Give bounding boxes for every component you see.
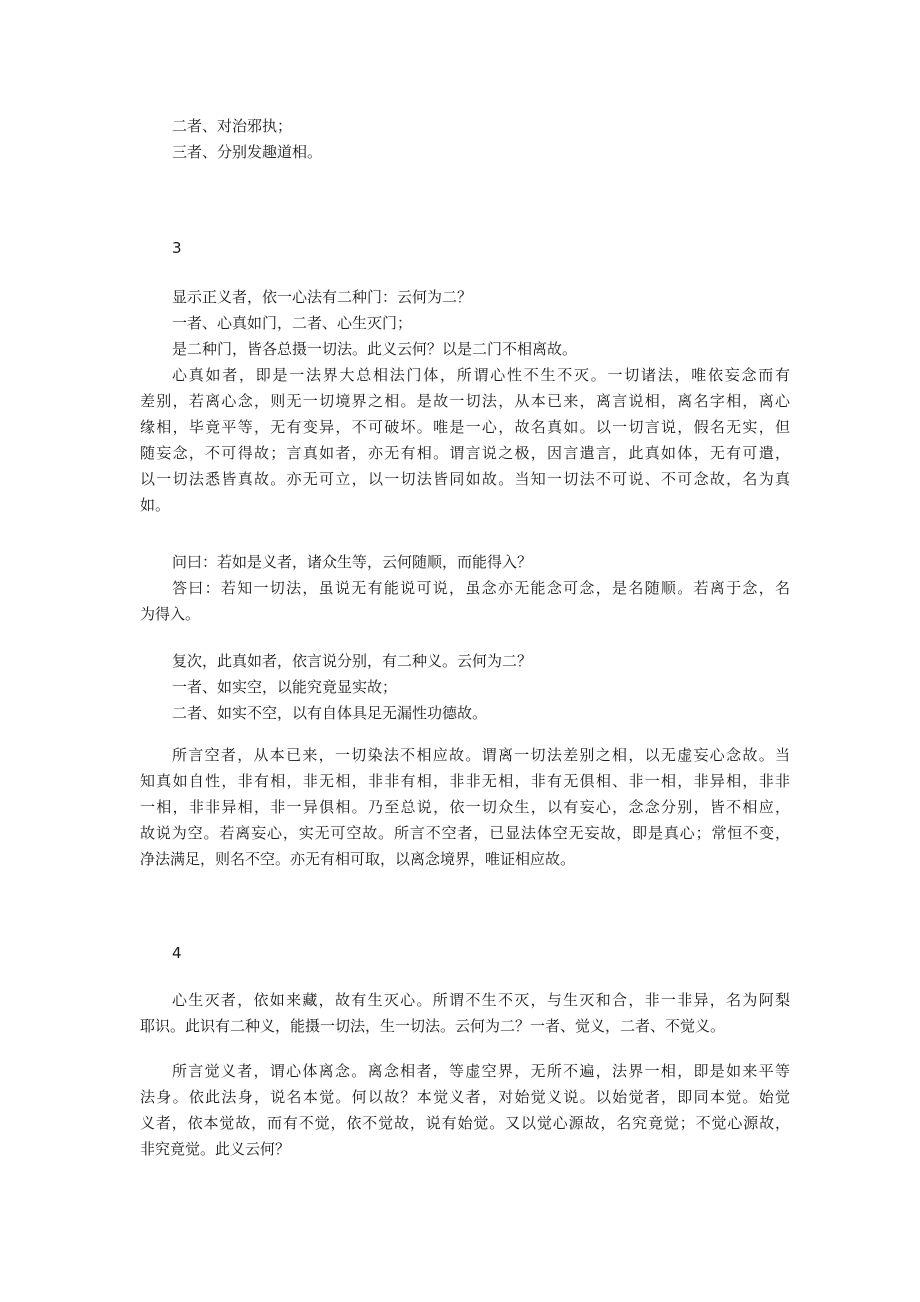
- text-line: 如。: [140, 496, 171, 514]
- text-line: 耶识。此识有二种义，能摄一切法，生一切法。云何为二？一者、觉义，二者、不觉义。: [140, 1017, 726, 1035]
- intro-list: [140, 113, 790, 165]
- paragraph: [140, 549, 790, 627]
- text-line: 以一切法悉皆真故。亦无可立，以一切法皆同如故。当知一切法不可说、不可念故，名为真: [140, 470, 790, 488]
- list-item: 三者、分别发趣道相。: [172, 143, 323, 161]
- text-line: 心真如者，即是一法界大总相法门体，所谓心性不生不灭。一切诸法，唯依妄念而有: [172, 366, 790, 384]
- section-number-4: 4: [172, 944, 182, 962]
- text-line: 法身。依此法身，说名本觉。何以故？本觉义者，对始觉义说。以始觉者，即同本觉。始觉: [140, 1088, 790, 1106]
- text-line: 差别，若离心念，则无一切境界之相。是故一切法，从本已来，离言说相，离名字相，离心: [140, 392, 790, 410]
- text-line: 所言空者，从本已来，一切染法不相应故。谓离一切法差别之相，以无虚妄心念故。当: [172, 746, 790, 764]
- section-number-3: 3: [172, 239, 182, 257]
- text-line: 非究竟觉。此义云何？: [140, 1140, 291, 1158]
- text-line: 一相，非非异相，非一异俱相。乃至总说，依一切众生，以有妄心，念念分别，皆不相应，: [140, 798, 790, 816]
- text-line: 显示正义者，依一心法有二种门：云何为二？: [172, 288, 473, 306]
- text-line: 答曰：若知一切法，虽说无有能说可说，虽念亦无能念可念，是名随顺。若离于念，名: [172, 579, 790, 597]
- paragraph: [140, 987, 790, 1039]
- text-line: 缘相，毕竟平等，无有变异，不可破坏。唯是一心，故名真如。以一切言说，假名无实，但: [140, 418, 790, 436]
- list-item: 二者、对治邪执；: [172, 117, 293, 135]
- text-line: 知真如自性，非有相，非无相，非非有相，非非无相，非有无俱相、非一相，非异相，非非: [140, 772, 790, 790]
- text-line: 一者、心真如门，二者、心生灭门；: [172, 314, 413, 332]
- text-line: 一者、如实空，以能究竟显实故；: [172, 678, 398, 696]
- text-line: 为得入。: [140, 605, 201, 623]
- text-line: 净法满足，则名不空。亦无有相可取，以离念境界，唯证相应故。: [140, 850, 576, 868]
- text-line: 复次，此真如者，依言说分别，有二种义。云何为二？: [172, 652, 533, 670]
- text-line: 是二种门，皆各总摄一切法。此义云何？以是二门不相离故。: [172, 340, 578, 358]
- paragraph: [140, 742, 790, 872]
- text-line: 问曰：若如是义者，诸众生等，云何随顺，而能得入？: [172, 553, 533, 571]
- paragraph: [140, 1058, 790, 1162]
- text-line: 心生灭者，依如来藏，故有生灭心。所谓不生不灭，与生灭和合，非一非异，名为阿梨: [172, 991, 790, 1009]
- text-line: 义者，依本觉故，而有不觉，依不觉故，说有始觉。又以觉心源故，名究竟觉；不觉心源故，: [140, 1114, 790, 1132]
- text-line: 故说为空。若离妄心，实无可空故。所言不空者，已显法体空无妄故，即是真心；常恒不变，: [140, 824, 790, 842]
- paragraph: [140, 284, 790, 362]
- text-line: 随妄念，不可得故；言真如者，亦无有相。谓言说之极，因言遣言，此真如体，无有可遣，: [140, 444, 790, 462]
- text-line: 二者、如实不空，以有自体具足无漏性功德故。: [172, 704, 488, 722]
- paragraph: [140, 648, 790, 726]
- paragraph: [140, 362, 790, 518]
- text-line: 所言觉义者，谓心体离念。离念相者，等虚空界，无所不遍，法界一相，即是如来平等: [172, 1062, 790, 1080]
